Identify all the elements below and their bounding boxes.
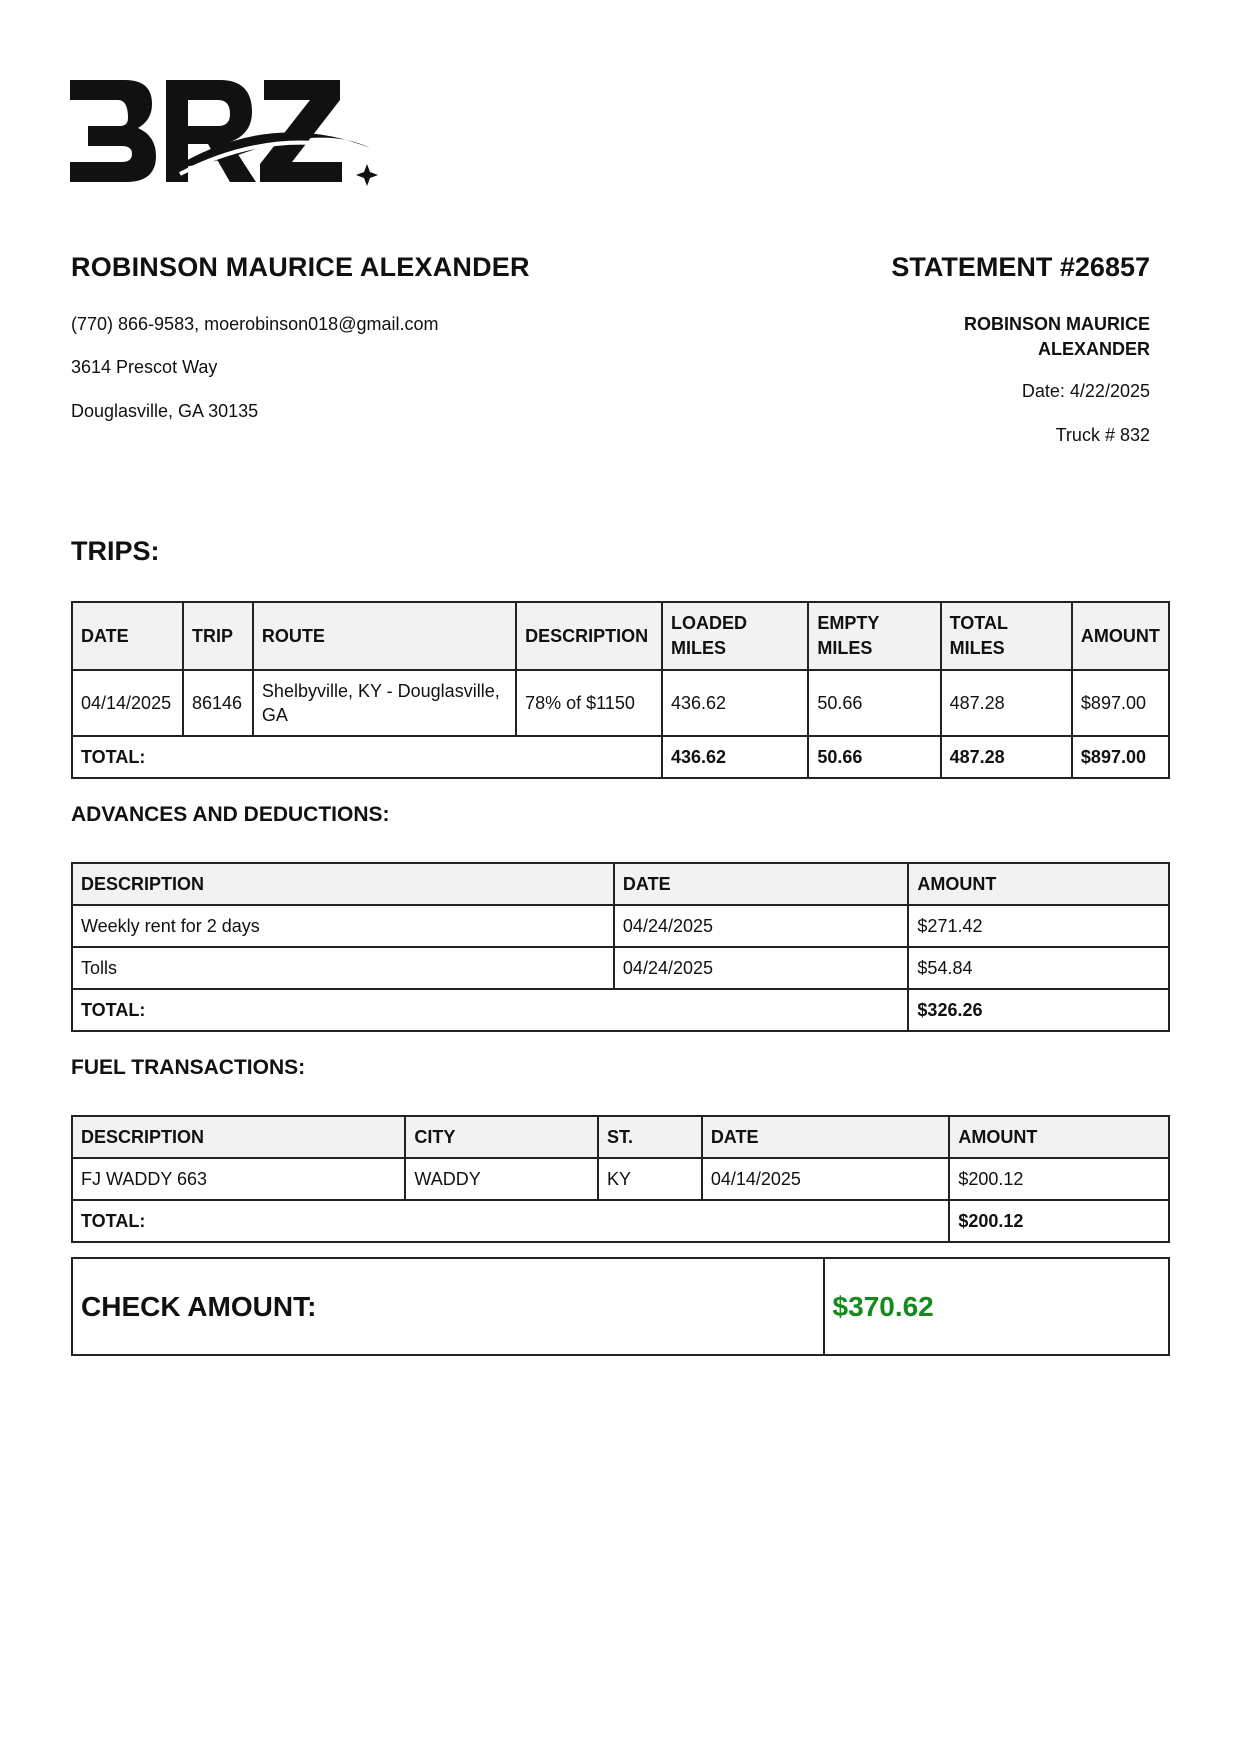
- cell-amount: $200.12: [949, 1158, 1169, 1200]
- cell-amount: $54.84: [908, 947, 1169, 989]
- cell-amount: $897.00: [1072, 670, 1169, 736]
- cell-route: Shelbyville, KY - Douglasville, GA: [253, 670, 516, 736]
- header-description: DESCRIPTION: [72, 1116, 405, 1158]
- total-amount: $326.26: [908, 989, 1169, 1031]
- total-row: [72, 736, 1169, 778]
- cell-date: 04/24/2025: [614, 905, 909, 947]
- header-trip: TRIP: [183, 602, 253, 670]
- header-empty-miles: EMPTY MILES: [808, 602, 940, 670]
- advances-title: ADVANCES AND DEDUCTIONS:: [71, 803, 390, 826]
- statement-title: STATEMENT #26857: [891, 252, 1150, 282]
- advances-table: [71, 862, 1170, 1032]
- cell-trip: 86146: [183, 670, 253, 736]
- cell-description: Tolls: [72, 947, 614, 989]
- table-header-row: [72, 602, 1169, 670]
- header-date: DATE: [702, 1116, 950, 1158]
- table-row: [72, 1158, 1169, 1200]
- check-label: CHECK AMOUNT:: [72, 1258, 824, 1355]
- total-loaded-miles: 436.62: [662, 736, 808, 778]
- header-amount: AMOUNT: [908, 863, 1169, 905]
- header-amount: AMOUNT: [1072, 602, 1169, 670]
- total-amount: $200.12: [949, 1200, 1169, 1242]
- total-label: TOTAL:: [72, 1200, 949, 1242]
- statement-name: ROBINSON MAURICE ALEXANDER: [963, 314, 1150, 359]
- driver-name: ROBINSON MAURICE ALEXANDER: [71, 252, 530, 282]
- driver-contact: (770) 866-9583, moerobinson018@gmail.com: [71, 314, 439, 334]
- header-date: DATE: [614, 863, 909, 905]
- statement-truck: Truck # 832: [1055, 425, 1150, 445]
- check-row: [72, 1258, 1169, 1355]
- cell-state: KY: [598, 1158, 702, 1200]
- header-route: ROUTE: [253, 602, 516, 670]
- table-row: [72, 947, 1169, 989]
- total-empty-miles: 50.66: [808, 736, 940, 778]
- driver-address-line1: 3614 Prescot Way: [71, 357, 218, 377]
- cell-empty-miles: 50.66: [808, 670, 940, 736]
- cell-description: FJ WADDY 663: [72, 1158, 405, 1200]
- total-total-miles: 487.28: [941, 736, 1072, 778]
- trips-title: TRIPS:: [71, 536, 160, 566]
- header-total-miles: TOTAL MILES: [941, 602, 1072, 670]
- header-city: CITY: [405, 1116, 598, 1158]
- total-amount: $897.00: [1072, 736, 1169, 778]
- fuel-table: [71, 1115, 1170, 1243]
- table-header-row: [72, 1116, 1169, 1158]
- header-loaded-miles: LOADED MILES: [662, 602, 808, 670]
- driver-address-line2: Douglasville, GA 30135: [71, 401, 259, 421]
- table-row: [72, 905, 1169, 947]
- check-amount: $370.62: [824, 1258, 1169, 1355]
- cell-loaded-miles: 436.62: [662, 670, 808, 736]
- header-date: DATE: [72, 602, 183, 670]
- table-header-row: [72, 863, 1169, 905]
- total-row: [72, 989, 1169, 1031]
- cell-date: 04/24/2025: [614, 947, 909, 989]
- check-amount-table: [71, 1257, 1170, 1356]
- header-description: DESCRIPTION: [72, 863, 614, 905]
- header-state: ST.: [598, 1116, 702, 1158]
- cell-description: Weekly rent for 2 days: [72, 905, 614, 947]
- statement-date: Date: 4/22/2025: [1021, 381, 1150, 401]
- trips-table: [71, 601, 1170, 779]
- cell-amount: $271.42: [908, 905, 1169, 947]
- cell-date: 04/14/2025: [72, 670, 183, 736]
- cell-total-miles: 487.28: [941, 670, 1072, 736]
- brz-logo: [70, 78, 390, 196]
- total-row: [72, 1200, 1169, 1242]
- cell-date: 04/14/2025: [702, 1158, 950, 1200]
- cell-description: 78% of $1150: [516, 670, 662, 736]
- header-amount: AMOUNT: [949, 1116, 1169, 1158]
- fuel-title: FUEL TRANSACTIONS:: [71, 1056, 306, 1079]
- cell-city: WADDY: [405, 1158, 598, 1200]
- table-row: [72, 670, 1169, 736]
- total-label: TOTAL:: [72, 989, 908, 1031]
- header-description: DESCRIPTION: [516, 602, 662, 670]
- total-label: TOTAL:: [72, 736, 662, 778]
